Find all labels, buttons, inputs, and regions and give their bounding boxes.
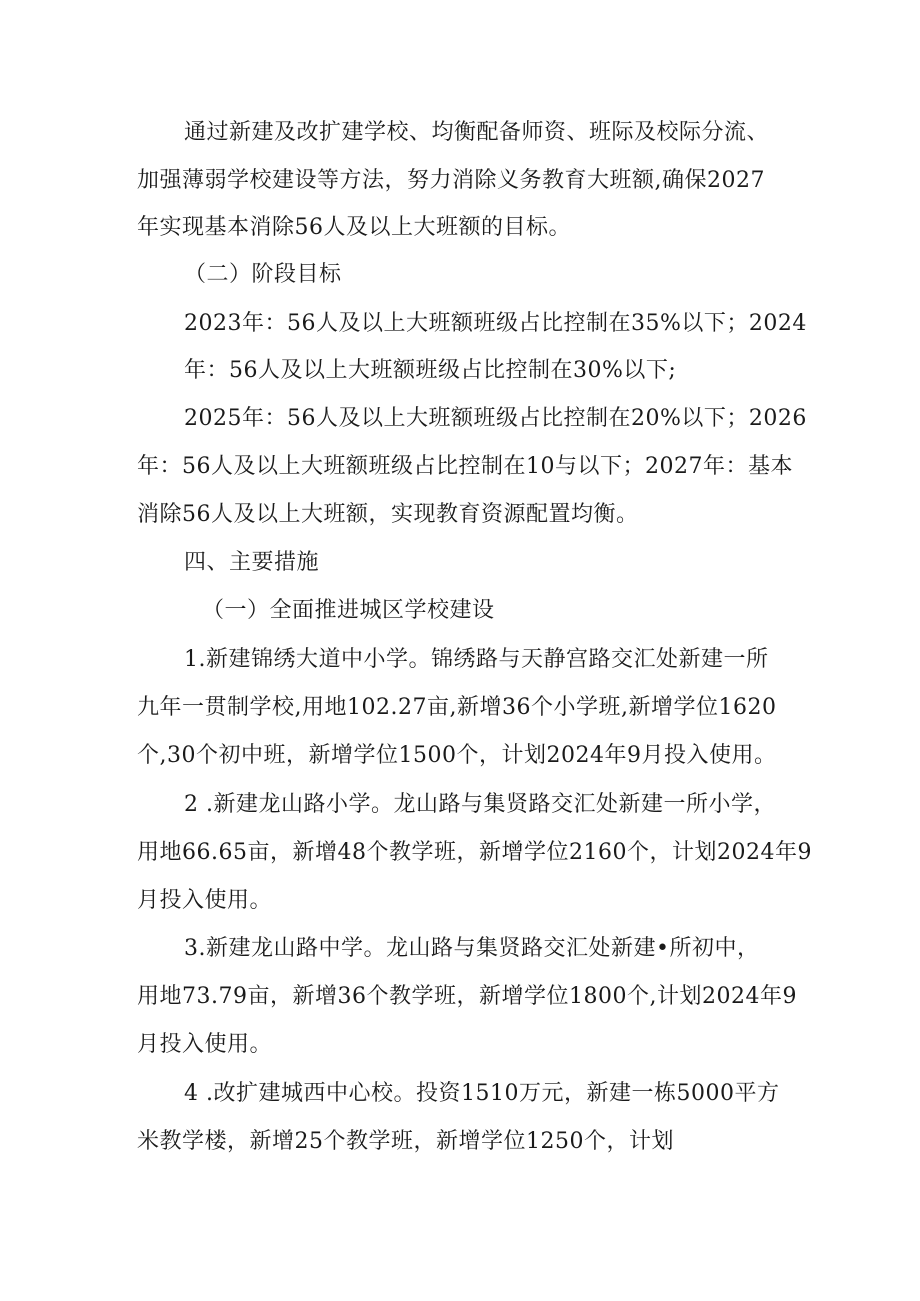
section-heading-main-measures: 四、主要措施 <box>184 550 320 575</box>
paragraph-line: 用地66.65亩，新增48个教学班，新增学位2160个，计划2024年9 <box>137 840 812 865</box>
paragraph-line: 加强薄弱学校建设等方法，努力消除义务教育大班额,确保2027 <box>137 168 765 193</box>
paragraph-line: 1.新建锦绣大道中小学。锦绣路与天静宫路交汇处新建一所 <box>184 647 769 672</box>
paragraph-line: 2 .新建龙山路小学。龙山路与集贤路交汇处新建一所小学， <box>184 792 776 817</box>
paragraph-line: 九年一贯制学校,用地102.27亩,新增36个小学班,新增学位1620 <box>137 695 777 720</box>
paragraph-line: 月投入使用。 <box>137 888 273 913</box>
paragraph-line: 消除56人及以上大班额，实现教育资源配置均衡。 <box>137 502 639 527</box>
section-heading-stage-goals: （二）阶段目标 <box>184 262 342 287</box>
paragraph-line: 月投入使用。 <box>137 1032 273 1057</box>
paragraph-line: 年：56人及以上大班额班级占比控制在10与以下；2027年：基本 <box>137 454 793 479</box>
section-heading-city-schools: （一）全面推进城区学校建设 <box>202 598 495 623</box>
paragraph-line: 4 .改扩建城西中心校。投资1510万元，新建一栋5000平方 <box>184 1081 780 1106</box>
paragraph-line: 个,30个初中班，新增学位1500个，计划2024年9月投入使用。 <box>137 743 777 768</box>
paragraph-line: 2023年：56人及以上大班额班级占比控制在35%以下；2024 <box>184 311 807 336</box>
paragraph-line: 3.新建龙山路中学。龙山路与集贤路交汇处新建•所初中， <box>184 936 760 961</box>
paragraph-line: 用地73.79亩，新增36个教学班，新增学位1800个,计划2024年9 <box>137 984 797 1009</box>
paragraph-line: 年实现基本消除56人及以上大班额的目标。 <box>137 215 571 240</box>
paragraph-line: 年：56人及以上大班额班级占比控制在30%以下; <box>184 358 677 383</box>
paragraph-line: 2025年：56人及以上大班额班级占比控制在20%以下；2026 <box>184 406 807 431</box>
paragraph-line: 米教学楼，新增25个教学班，新增学位1250个，计划 <box>137 1129 674 1154</box>
paragraph-line: 通过新建及改扩建学校、均衡配备师资、班际及校际分流、 <box>184 120 770 145</box>
